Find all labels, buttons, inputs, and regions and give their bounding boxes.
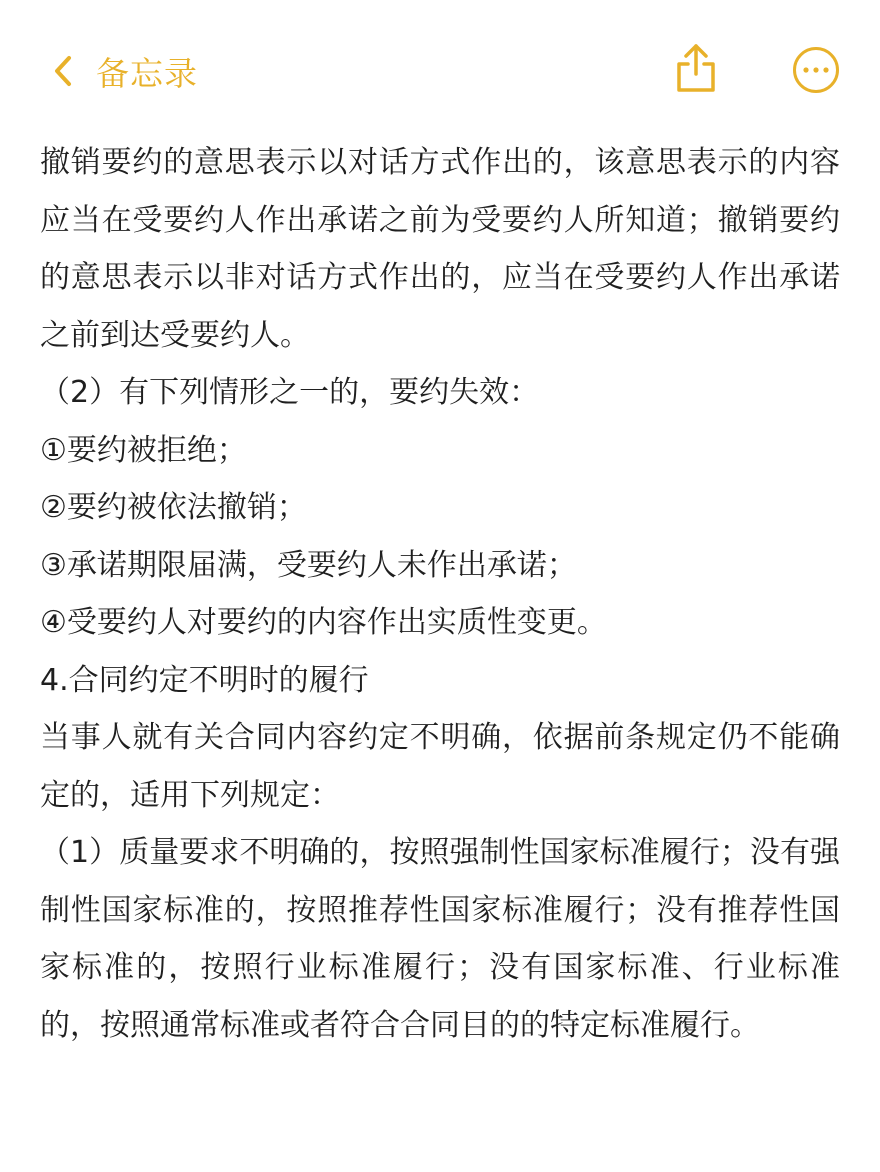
note-paragraph: 4.合同约定不明时的履行 <box>40 662 369 698</box>
note-paragraph: ③承诺期限届满，受要约人未作出承诺； <box>40 547 577 583</box>
share-button[interactable] <box>674 42 718 94</box>
more-button[interactable] <box>792 46 840 94</box>
note-paragraph: ①要约被拒绝； <box>40 432 247 468</box>
more-icon <box>792 46 840 94</box>
note-paragraph: 当事人就有关合同内容约定不明确，依据前条规定仍不能确定的，适用下列规定： <box>40 720 840 813</box>
navigation-bar <box>0 0 880 140</box>
note-paragraph: 撤销要约的意思表示以对话方式作出的，该意思表示的内容应当在受要约人作出承诺之前为受要约人所知道；撤销要约的意思表示以非对话方式作出的，应当在受要约人作出承诺之前到达受要约人。 <box>40 145 840 353</box>
share-icon <box>674 42 718 94</box>
note-paragraph: （2）有下列情形之一的，要约失效： <box>40 375 540 410</box>
back-button-label: 备忘录 <box>96 53 198 93</box>
note-paragraph: ②要约被依法撤销； <box>40 490 307 525</box>
note-body[interactable] <box>40 134 840 1054</box>
note-paragraph: ④受要约人对要约的内容作出实质性变更。 <box>40 605 607 640</box>
chevron-left-icon <box>52 54 74 88</box>
note-paragraph: （1）质量要求不明确的，按照强制性国家标准履行；没有强制性国家标准的，按照推荐性国家标准履行；没有推荐性国家标准的，按照行业标准履行；没有国家标准、行业标准的，按照通常标准或者符合合同目的的特定标准履行。 <box>40 835 840 1043</box>
back-button[interactable] <box>52 48 198 94</box>
